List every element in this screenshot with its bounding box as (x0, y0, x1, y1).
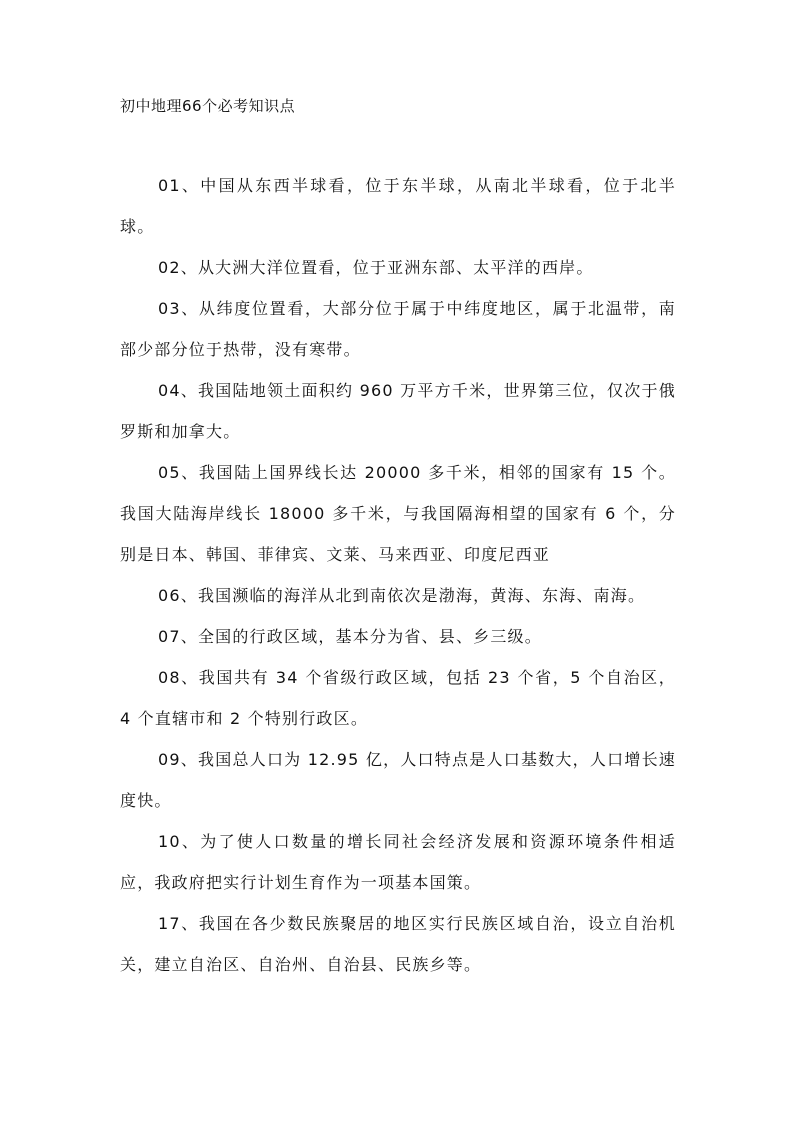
paragraph-08: 08、我国共有 34 个省级行政区域，包括 23 个省，5 个自治区，4 个直辖市和 2 个特别行政区。 (120, 668, 676, 728)
paragraph-01: 01、中国从东西半球看，位于东半球，从南北半球看，位于北半球。 (120, 176, 676, 236)
paragraph-04: 04、我国陆地领土面积约 960 万平方千米，世界第三位，仅次于俄罗斯和加拿大。 (120, 381, 676, 441)
paragraph-06: 06、我国濒临的海洋从北到南依次是渤海，黄海、东海、南海。 (158, 586, 646, 605)
document-body (120, 165, 676, 985)
paragraph-02: 02、从大洲大洋位置看，位于亚洲东部、太平洋的西岸。 (158, 258, 594, 277)
paragraph-09: 09、我国总人口为 12.95 亿，人口特点是人口基数大，人口增长速度快。 (120, 750, 676, 810)
paragraph-07: 07、全国的行政区域，基本分为省、县、乡三级。 (158, 627, 542, 646)
document-title: 初中地理66个必考知识点 (120, 97, 296, 115)
paragraph-03: 03、从纬度位置看，大部分位于属于中纬度地区，属于北温带，南部少部分位于热带，没有寒带。 (120, 299, 676, 359)
paragraph-17: 17、我国在各少数民族聚居的地区实行民族区域自治，设立自治机关，建立自治区、自治州、自治县、民族乡等。 (120, 914, 676, 974)
paragraph-05: 05、我国陆上国界线长达 20000 多千米，相邻的国家有 15 个。我国大陆海岸线长 18000 多千米，与我国隔海相望的国家有 6 个，分别是日本、韩国、菲律宾、文莱、马来西亚、印度尼西亚 (120, 463, 676, 564)
paragraph-10: 10、为了使人口数量的增长同社会经济发展和资源环境条件相适应，我政府把实行计划生育作为一项基本国策。 (120, 832, 676, 892)
